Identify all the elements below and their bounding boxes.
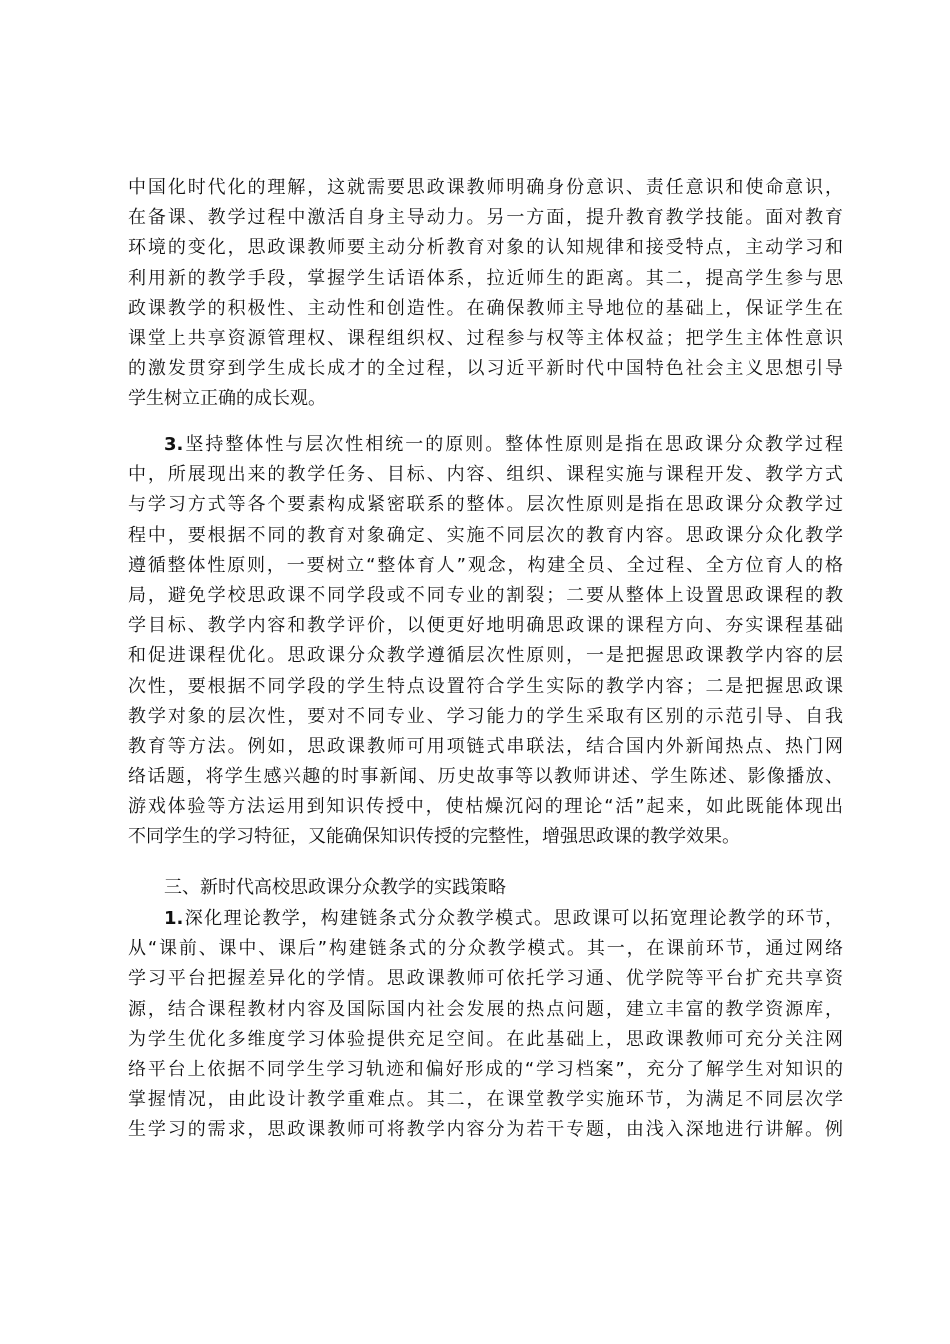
heading-text: 三、新时代高校思政课分众教学的实践策略 (164, 877, 506, 898)
text-line-first (128, 430, 843, 460)
text-line: 遵循整体性原则，一要树立“整体育人”观念，构建全员、全过程、全方位育人的格 (128, 554, 843, 576)
text-line: 从“课前、课中、课后”构建链条式的分众教学模式。其一，在课前环节，通过网络 (128, 938, 843, 960)
text-line: 和促进课程优化。思政课分众教学遵循层次性原则，一是把握思政课教学内容的层 (128, 645, 843, 667)
text-line: 掌握情况，由此设计教学重难点。其二，在课堂教学实施环节，为满足不同层次学 (128, 1089, 843, 1111)
paragraph-principle-3 (128, 430, 843, 853)
text-line: 中，所展现出来的教学任务、目标、内容、组织、课程实施与课程开发、教学方式 (128, 464, 843, 486)
paragraph-strategy-1 (128, 904, 843, 1146)
text-line: 学生树立正确的成长观。 (128, 388, 326, 410)
text-line: 学目标、教学内容和教学评价，以便更好地明确思政课的课程方向、夯实课程基础 (128, 615, 843, 637)
text-line: 络话题，将学生感兴趣的时事新闻、历史故事等以教师讲述、学生陈述、影像播放、 (128, 766, 843, 788)
text-line-content: 坚持整体性与层次性相统一的原则。整体性原则是指在思政课分众教学过程 (183, 434, 843, 455)
text-line: 程中，要根据不同的教育对象确定、实施不同层次的教育内容。思政课分众化教学 (128, 524, 843, 546)
text-line: 利用新的教学手段，掌握学生话语体系，拉近师生的距离。其二，提高学生参与思 (128, 267, 843, 289)
text-line: 次性，要根据不同学段的学生特点设置符合学生实际的教学内容；二是把握思政课 (128, 675, 843, 697)
text-line: 与学习方式等各个要素构成紧密联系的整体。层次性原则是指在思政课分众教学过 (128, 494, 843, 516)
text-line: 生学习的需求，思政课教师可将教学内容分为若干专题，由浅入深地进行讲解。例 (128, 1119, 843, 1141)
section-number: 3. (164, 434, 184, 455)
text-line: 环境的变化，思政课教师要主动分析教育对象的认知规律和接受特点，主动学习和 (128, 237, 843, 259)
text-line: 课堂上共享资源管理权、课程组织权、过程参与权等主体权益；把学生主体性意识 (128, 327, 843, 349)
text-line-first (128, 904, 843, 934)
text-line: 游戏体验等方法运用到知识传授中，使枯燥沉闷的理论“活”起来，如此既能体现出 (128, 796, 843, 818)
text-line: 络平台上依据不同学生学习轨迹和偏好形成的“学习档案”，充分了解学生对知识的 (128, 1058, 843, 1080)
text-line-content: 深化理论教学，构建链条式分众教学模式。思政课可以拓宽理论教学的环节， (183, 908, 843, 929)
text-line: 在备课、教学过程中激活自身主导动力。另一方面，提升教育教学技能。面对教育 (128, 207, 843, 229)
text-line: 政课教学的积极性、主动性和创造性。在确保教师主导地位的基础上，保证学生在 (128, 297, 843, 319)
text-line: 教学对象的层次性，要对不同专业、学习能力的学生采取有区别的示范引导、自我 (128, 705, 843, 727)
text-line: 不同学生的学习特征，又能确保知识传授的完整性，增强思政课的教学效果。 (128, 826, 740, 848)
text-line: 源，结合课程教材内容及国际国内社会发展的热点问题，建立丰富的教学资源库， (128, 998, 843, 1020)
text-line: 教育等方法。例如，思政课教师可用项链式串联法，结合国内外新闻热点、热门网 (128, 735, 843, 757)
text-line: 的激发贯穿到学生成长成才的全过程，以习近平新时代中国特色社会主义思想引导 (128, 358, 843, 380)
text-line: 学习平台把握差异化的学情。思政课教师可依托学习通、优学院等平台扩充共享资 (128, 968, 843, 990)
section-number: 1. (164, 908, 184, 929)
paragraph-1 (128, 173, 843, 415)
text-line: 局，避免学校思政课不同学段或不同专业的割裂；二要从整体上设置思政课程的教 (128, 584, 843, 606)
text-line: 为学生优化多维度学习体验提供充足空间。在此基础上，思政课教师可充分关注网 (128, 1028, 843, 1050)
section-heading (128, 873, 843, 903)
text-line: 中国化时代化的理解，这就需要思政课教师明确身份意识、责任意识和使命意识， (128, 177, 843, 198)
